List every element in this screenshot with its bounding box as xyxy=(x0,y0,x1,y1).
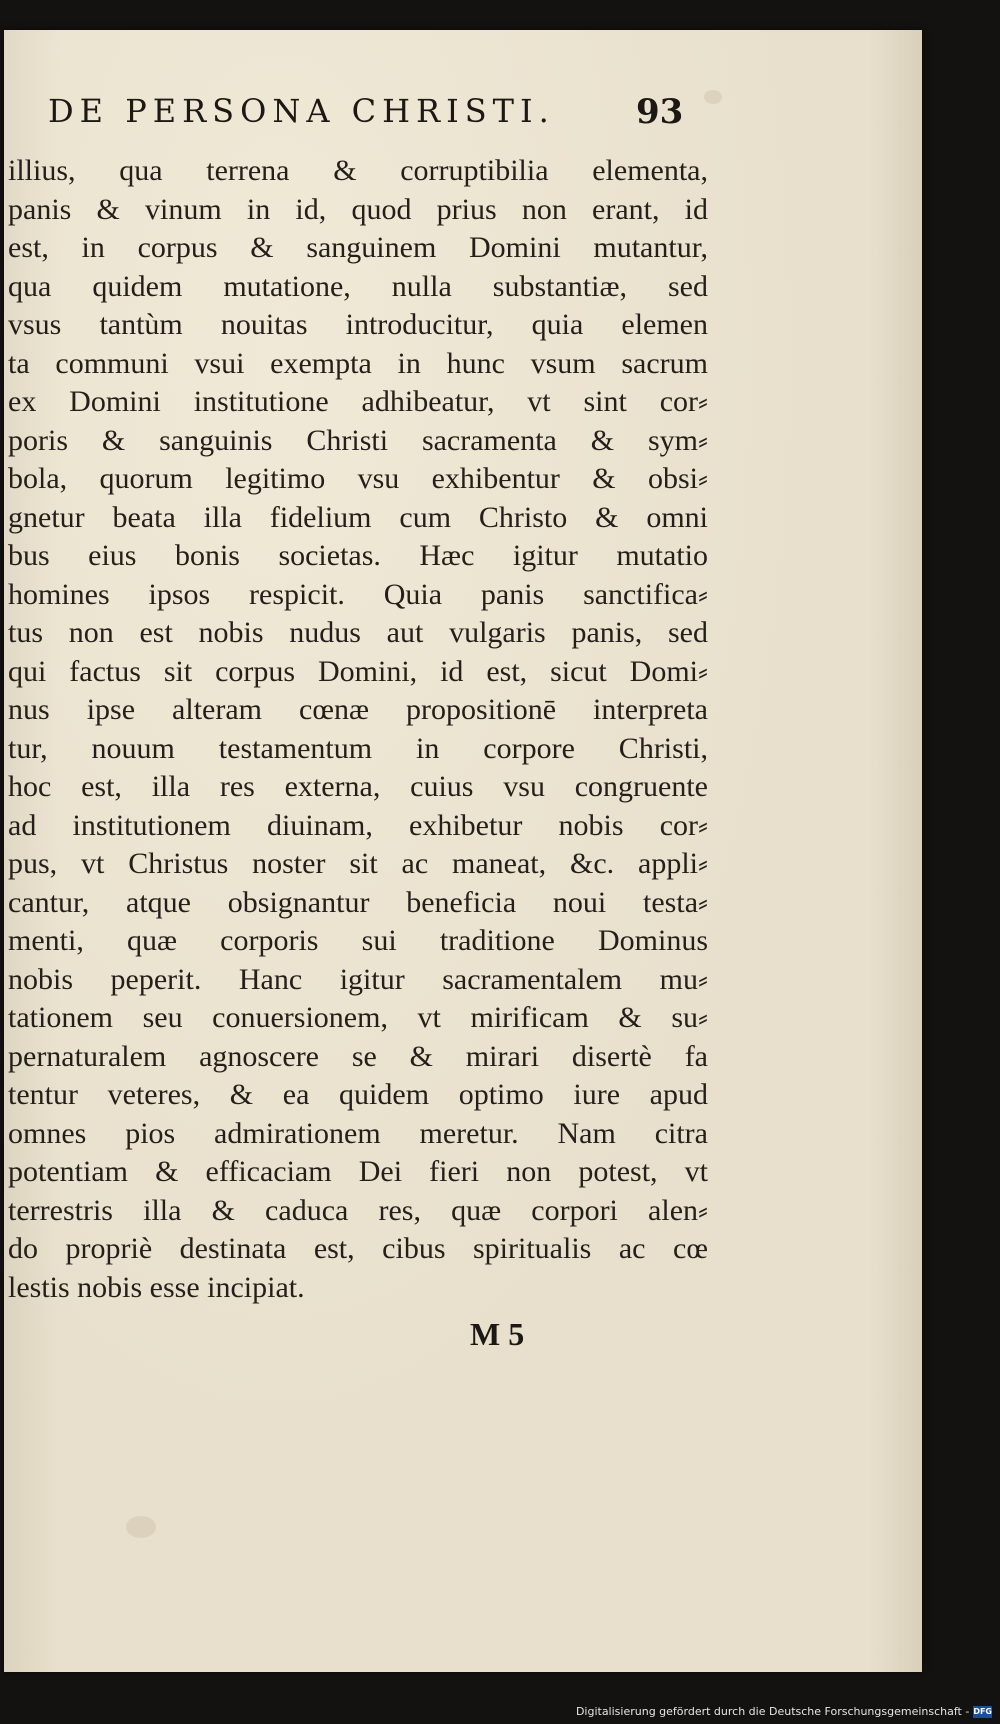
text-line: tus non est nobis nudus aut vulgaris panis, sed xyxy=(8,616,708,649)
text-line: panis & vinum in id, quod prius non erant, id xyxy=(8,192,708,226)
text-line: poris & sanguinis Christi sacramenta & sym⸗ xyxy=(8,423,708,457)
text-line: potentiam & efficaciam Dei fieri non potest, vt xyxy=(8,1155,708,1188)
text-line: ad institutionem diuinam, exhibetur nobis cor⸗ xyxy=(8,808,708,842)
running-title: DE PERSONA CHRISTI. xyxy=(48,92,555,130)
body-text xyxy=(8,152,708,1307)
text-line: hoc est, illa res externa, cuius vsu congruente xyxy=(8,770,708,803)
text-line: menti, quæ corporis sui traditione Dominus xyxy=(8,924,708,957)
page-number: 93 xyxy=(636,92,684,132)
text-line: vsus tantùm nouitas introducitur, quia elemen xyxy=(8,308,708,341)
paper-stain xyxy=(126,1516,156,1538)
text-line: nobis peperit. Hanc igitur sacramentalem mu⸗ xyxy=(8,962,708,996)
credit-text: Digitalisierung gefördert durch die Deutsche Forschungsgemeinschaft - xyxy=(575,1705,970,1718)
text-line: gnetur beata illa fidelium cum Christo & omni xyxy=(8,500,708,534)
text-line: nus ipse alteram cœnæ propositionē interpreta xyxy=(8,693,708,726)
dfg-logo-icon: DFG xyxy=(973,1707,992,1716)
signature-mark: M 5 xyxy=(470,1316,525,1352)
text-line: cantur, atque obsignantur beneficia noui testa⸗ xyxy=(8,885,708,919)
text-line: bus eius bonis societas. Hæc igitur mutatio xyxy=(8,539,708,572)
text-line: homines ipsos respicit. Quia panis sanctifica⸗ xyxy=(8,577,708,611)
text-line: tur, nouum testamentum in corpore Christi, xyxy=(8,731,708,765)
text-line: pus, vt Christus noster sit ac maneat, &c. appli⸗ xyxy=(8,847,708,880)
text-line: est, in corpus & sanguinem Domini mutantur, xyxy=(8,231,708,264)
text-line: ta communi vsui exempta in hunc vsum sacrum xyxy=(8,346,708,380)
text-line: omnes pios admirationem meretur. Nam citra xyxy=(8,1116,708,1150)
text-line: lestis nobis esse incipiat. xyxy=(8,1270,305,1304)
text-line: tationem seu conuersionem, vt mirificam & su⸗ xyxy=(8,1001,708,1034)
text-line: terrestris illa & caduca res, quæ corpori alen⸗ xyxy=(8,1193,708,1227)
text-line: qua quidem mutatione, nulla substantiæ, sed xyxy=(8,269,708,303)
text-line: do propriè destinata est, cibus spiritualis ac cœ xyxy=(8,1232,708,1265)
text-line: ex Domini institutione adhibeatur, vt sint cor⸗ xyxy=(8,385,708,418)
digitization-credit xyxy=(575,1703,992,1721)
text-line: pernaturalem agnoscere se & mirari disertè fa xyxy=(8,1039,708,1073)
paper-stain xyxy=(704,90,722,104)
text-line: illius, qua terrena & corruptibilia elementa, xyxy=(8,154,708,187)
text-line: bola, quorum legitimo vsu exhibentur & obsi⸗ xyxy=(8,462,708,495)
text-line: qui factus sit corpus Domini, id est, sicut Domi⸗ xyxy=(8,654,708,688)
text-line: tentur veteres, & ea quidem optimo iure apud xyxy=(8,1078,708,1111)
